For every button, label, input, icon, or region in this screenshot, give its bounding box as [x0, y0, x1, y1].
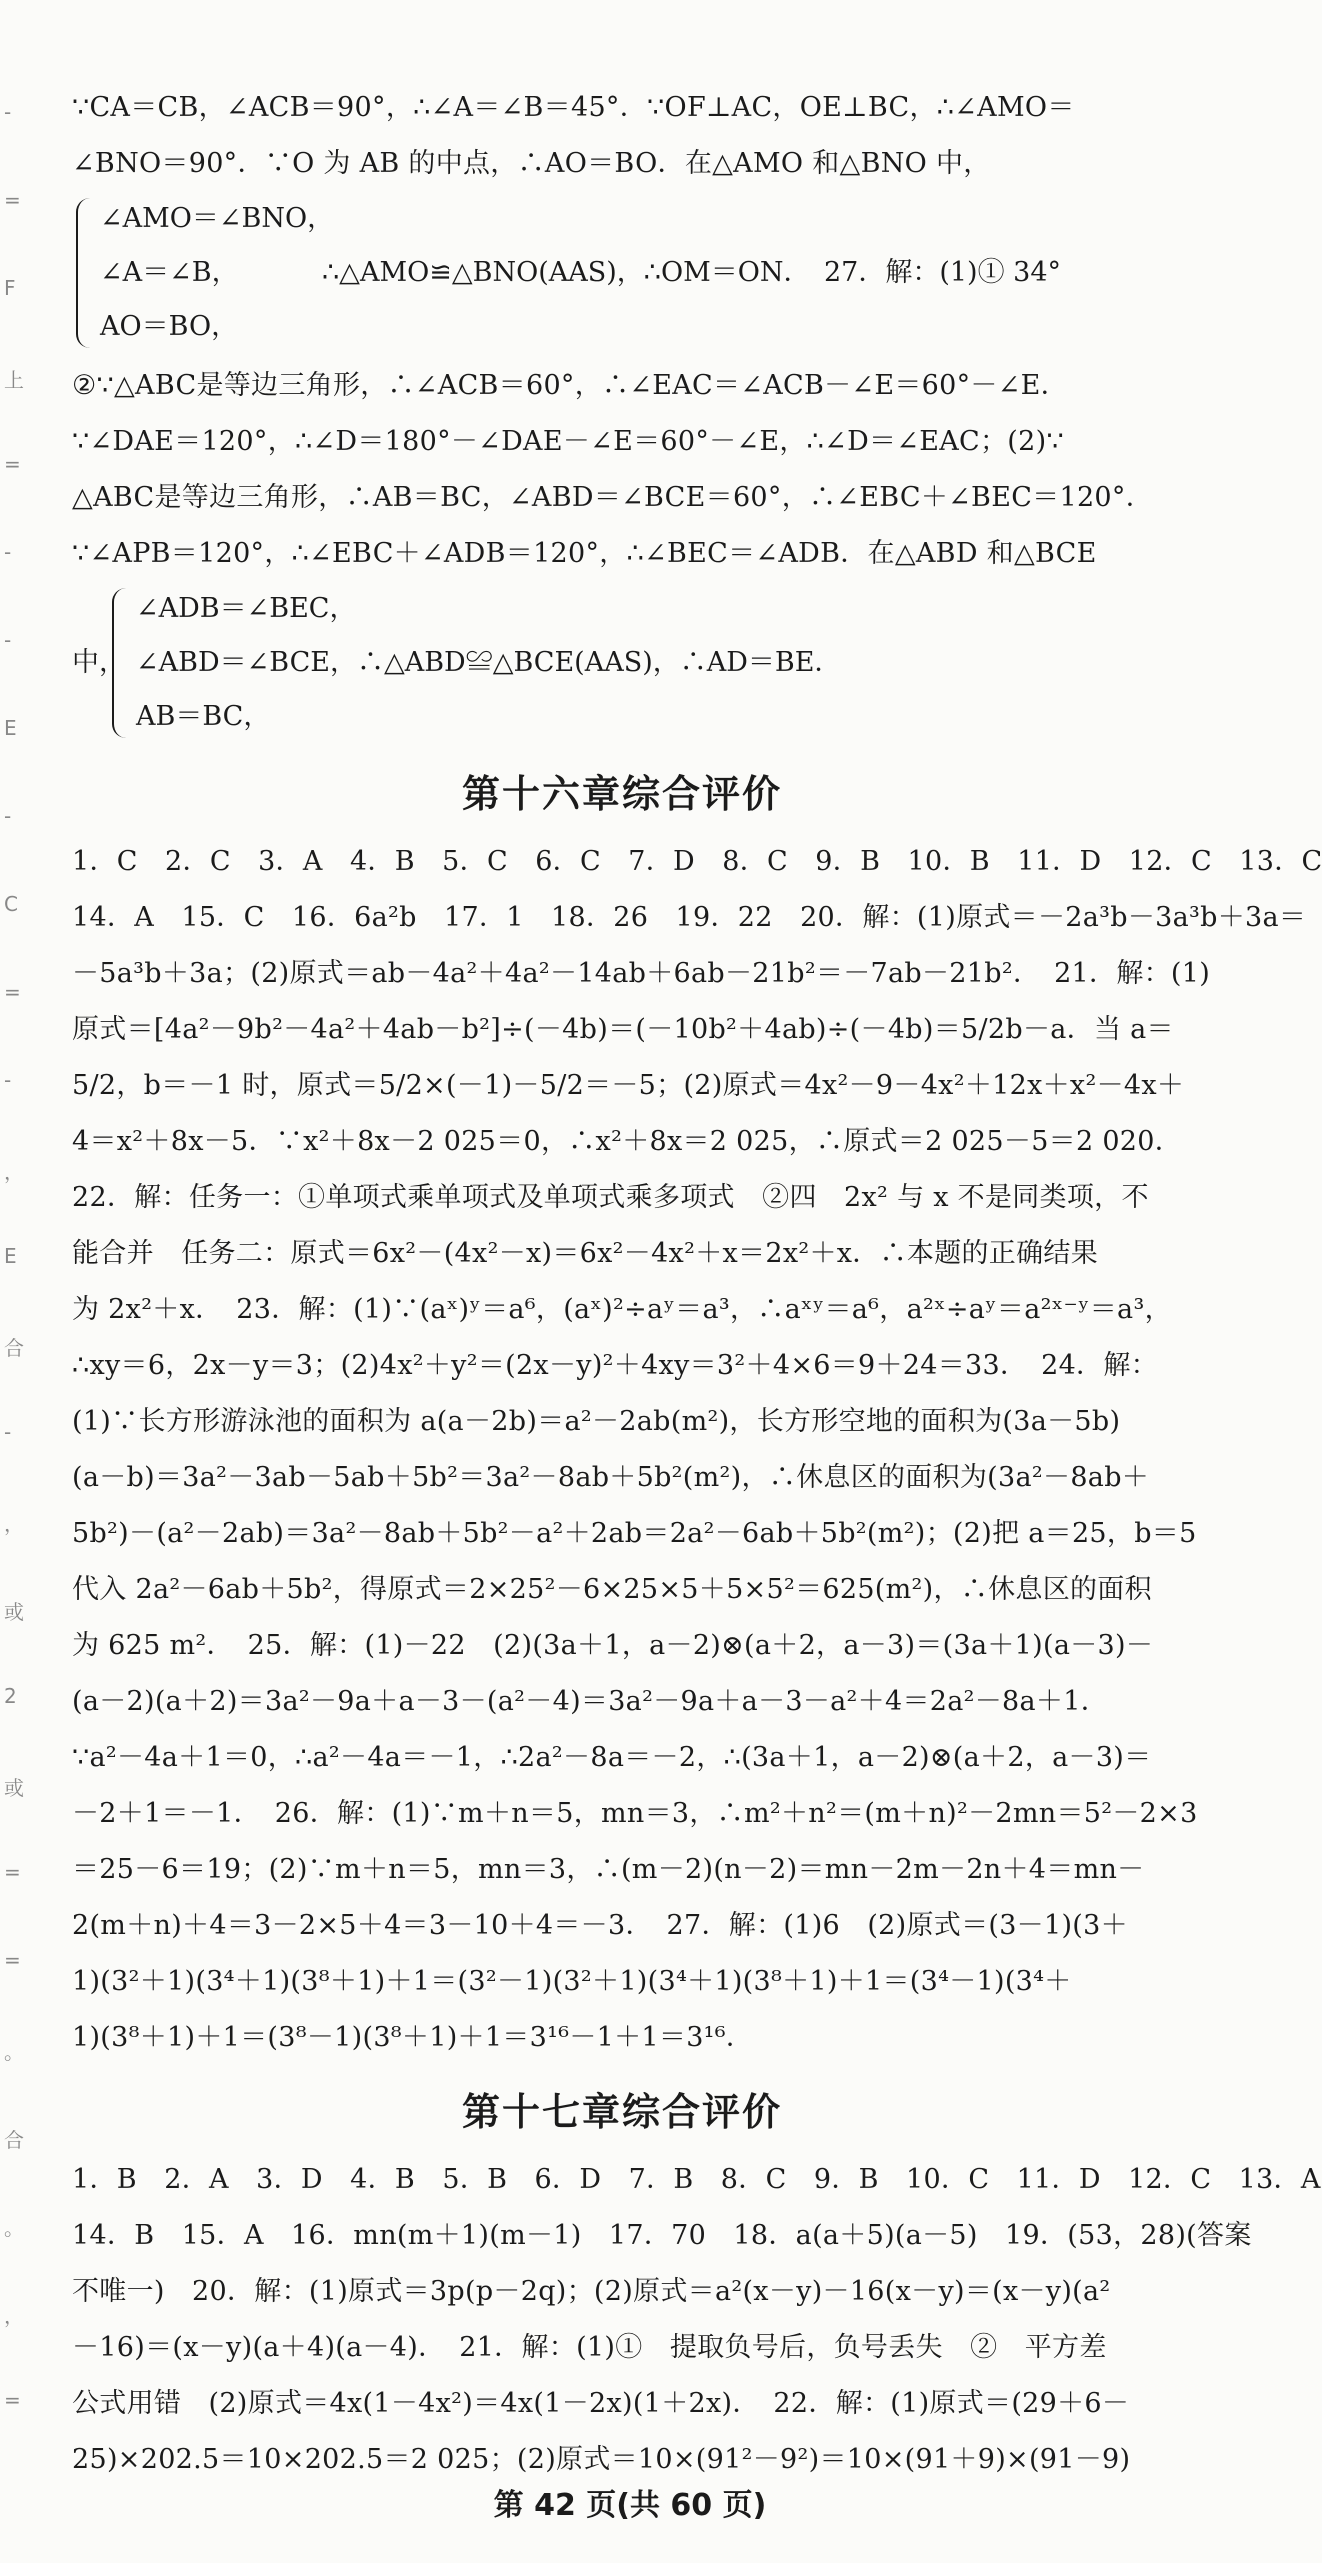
margin-glyph: 上: [4, 368, 24, 392]
text-line: 14．A 15．C 16．6a²b 17．1 18．26 19．22 20．解：(1)原式＝－2a³b－3a³b＋3a＝: [72, 902, 1307, 933]
text-line: (1)∵长方形游泳池的面积为 a(a－2b)＝a²－2ab(m²)，长方形空地的面积为(3a－5b): [72, 1406, 1121, 1437]
text-line: 5/2，b＝－1 时，原式＝5/2×(－1)－5/2＝－5；(2)原式＝4x²－9－4x²＋12x＋x²－4x＋: [72, 1070, 1185, 1101]
margin-glyph: -: [4, 1420, 12, 1444]
margin-glyph: 或: [4, 1776, 24, 1800]
text-line: 不唯一) 20．解：(1)原式＝3p(p－2q)；(2)原式＝a²(x－y)－16(x－y)＝(x－y)(a²: [72, 2276, 1111, 2307]
margin-glyph: -: [4, 628, 12, 652]
equation-system-2: [72, 582, 1172, 748]
text-line: 1)(3²＋1)(3⁴＋1)(3⁸＋1)＋1＝(3²－1)(3²＋1)(3⁴＋1)(3⁸＋1)＋1＝(3⁴－1)(3⁴＋: [72, 1966, 1072, 1997]
text-line: △ABC是等边三角形，∴AB＝BC，∠ABD＝∠BCE＝60°，∴∠EBC＋∠BEC＝120°．: [72, 482, 1154, 513]
page-number: 第 42 页(共 60 页): [493, 2488, 767, 2523]
margin-glyph: -: [4, 1068, 12, 1092]
answer-content: [72, 80, 1322, 2488]
margin-glyph: -: [4, 100, 12, 124]
margin-glyph: ，: [4, 2304, 24, 2328]
margin-glyph: ，: [4, 1160, 24, 1184]
system-item: ∠ABD＝∠BCE，∴△ABD≌△BCE(AAS)，∴AD＝BE．: [136, 647, 842, 678]
text-line: (a－2)(a＋2)＝3a²－9a＋a－3－(a²－4)＝3a²－9a＋a－3－a²＋4＝2a²－8a＋1．: [72, 1686, 1109, 1717]
margin-glyph: C: [4, 892, 18, 916]
text-line: ∵CA＝CB，∠ACB＝90°，∴∠A＝∠B＝45°．∵OF⊥AC，OE⊥BC，∴∠AMO＝: [72, 92, 1075, 123]
text-line: 为 2x²＋x． 23．解：(1)∵(aˣ)ʸ＝a⁶，(aˣ)²÷aʸ＝a³，∴aˣʸ＝a⁶，a²ˣ÷aʸ＝a²ˣ⁻ʸ＝a³，: [72, 1294, 1172, 1325]
system-conclusion: ∴△AMO≌△BNO(AAS)，∴OM＝ON． 27．解：(1)① 34°: [322, 257, 1062, 288]
system-item: ∠AMO＝∠BNO，: [100, 203, 335, 234]
chapter-17-answers: [72, 2152, 1321, 2488]
margin-glyph: 。: [4, 2216, 24, 2240]
text-line: ②∵△ABC是等边三角形，∴∠ACB＝60°，∴∠EAC＝∠ACB－∠E＝60°－∠E．: [72, 370, 1068, 401]
text-line: (a－b)＝3a²－3ab－5ab＋5b²＝3a²－8ab＋5b²(m²)，∴休息区的面积为(3a²－8ab＋: [72, 1462, 1150, 1493]
text-line: ＝25－6＝19；(2)∵m＋n＝5，mn＝3，∴(m－2)(n－2)＝mn－2m－2n＋4＝mn－: [72, 1854, 1145, 1885]
margin-glyph: 合: [4, 1336, 24, 1360]
system-prefix: 中，: [72, 647, 126, 678]
margin-glyph: 。: [4, 2040, 24, 2064]
text-line: －2＋1＝－1． 26．解：(1)∵m＋n＝5，mn＝3，∴m²＋n²＝(m＋n)²－2mn＝5²－2×3: [72, 1798, 1198, 1829]
margin-glyph: -: [4, 804, 12, 828]
text-line: ∵∠DAE＝120°，∴∠D＝180°－∠DAE－∠E＝60°－∠E，∴∠D＝∠EAC；(2)∵: [72, 426, 1064, 457]
text-line: 原式＝[4a²－9b²－4a²＋4ab－b²]÷(－4b)＝(－10b²＋4ab)÷(－4b)＝5/2b－a．当 a＝: [72, 1014, 1174, 1045]
text-line: ∵a²－4a＋1＝0，∴a²－4a＝－1，∴2a²－8a＝－2，∴(3a＋1，a－2)⊗(a＋2，a－3)＝: [72, 1742, 1152, 1773]
text-line: －16)＝(x－y)(a＋4)(a－4)． 21．解：(1)① 提取负号后，负号丢失 ② 平方差: [72, 2332, 1107, 2363]
chapter-16-title: 第十六章综合评价: [461, 772, 782, 816]
equation-system-1: [72, 192, 1172, 358]
system-body: [108, 582, 841, 748]
text-line: ∵∠APB＝120°，∴∠EBC＋∠ADB＝120°，∴∠BEC＝∠ADB．在△ABD 和△BCE: [72, 538, 1097, 569]
margin-glyph: E: [4, 1244, 17, 1268]
margin-glyph: 或: [4, 1600, 24, 1624]
margin-glyph: =: [4, 1860, 21, 1884]
margin-glyph: E: [4, 716, 17, 740]
text-line: 公式用错 (2)原式＝4x(1－4x²)＝4x(1－2x)(1＋2x)． 22．解：(1)原式＝(29＋6－: [72, 2388, 1130, 2419]
system-item: AB＝BC，: [136, 701, 271, 732]
system-item: AO＝BO，: [100, 311, 239, 342]
text-line: 能合并 任务二：原式＝6x²－(4x²－x)＝6x²－4x²＋x＝2x²＋x．∴本题的正确结果: [72, 1238, 1098, 1269]
left-brace-icon: [112, 588, 128, 738]
text-line: 2(m＋n)＋4＝3－2×5＋4＝3－10＋4＝－3． 27．解：(1)6 (2)原式＝(3－1)(3＋: [72, 1910, 1128, 1941]
text-line: 25)×202.5＝10×202.5＝2 025；(2)原式＝10×(91²－9²)＝10×(91＋9)×(91－9): [72, 2444, 1131, 2475]
margin-glyph: F: [4, 276, 16, 300]
margin-glyph: 2: [4, 1684, 17, 1708]
chapter-17-title: 第十七章综合评价: [461, 2090, 782, 2134]
margin-glyph: ，: [4, 1512, 24, 1536]
system-item: ∠A＝∠B，: [100, 257, 239, 288]
system-item: ∠ADB＝∠BEC，: [136, 593, 357, 624]
top-section: [72, 80, 1172, 748]
text-line: 5b²)－(a²－2ab)＝3a²－8ab＋5b²－a²＋2ab＝2a²－6ab＋5b²(m²)；(2)把 a＝25，b＝5: [72, 1518, 1197, 1549]
text-line: 22．解：任务一：①单项式乘单项式及单项式乘多项式 ②四 2x² 与 x 不是同类项，不: [72, 1182, 1149, 1213]
text-line: 代入 2a²－6ab＋5b²，得原式＝2×25²－6×25×5＋5×5²＝625(m²)，∴休息区的面积: [72, 1574, 1152, 1605]
text-line: 14．B 15．A 16．mn(m＋1)(m－1) 17．70 18．a(a＋5)(a－5) 19．(53，28)(答案: [72, 2220, 1252, 2251]
margin-glyph: =: [4, 2388, 21, 2412]
text-line: 1)(3⁸＋1)＋1＝(3⁸－1)(3⁸＋1)＋1＝3¹⁶－1＋1＝3¹⁶．: [72, 2022, 754, 2053]
text-line: ∠BNO＝90°．∵O 为 AB 的中点，∴AO＝BO．在△AMO 和△BNO 中，: [72, 148, 991, 179]
text-line: 1．B 2．A 3．D 4．B 5．B 6．D 7．B 8．C 9．B 10．C 11．D 12．C 13．A: [72, 2164, 1321, 2195]
left-margin-bleed: [0, 0, 30, 2563]
text-line: 为 625 m²． 25．解：(1)－22 (2)(3a＋1，a－2)⊗(a＋2，a－3)＝(3a＋1)(a－3)－: [72, 1630, 1154, 1661]
chapter-16-answers: [72, 834, 1322, 2066]
text-line: ∴xy＝6，2x－y＝3；(2)4x²＋y²＝(2x－y)²＋4xy＝3²＋4×6＝9＋24＝33． 24．解：: [72, 1350, 1158, 1381]
margin-glyph: =: [4, 188, 21, 212]
text-line: －5a³b＋3a；(2)原式＝ab－4a²＋4a²－14ab＋6ab－21b²＝－7ab－21b²． 21．解：(1): [72, 958, 1211, 989]
margin-glyph: =: [4, 452, 21, 476]
left-brace-icon: [76, 198, 92, 348]
margin-glyph: -: [4, 540, 12, 564]
margin-glyph: =: [4, 980, 21, 1004]
text-line: 1．C 2．C 3．A 4．B 5．C 6．C 7．D 8．C 9．B 10．B 11．D 12．C 13．C: [72, 846, 1322, 877]
margin-glyph: =: [4, 1948, 21, 1972]
margin-glyph: 合: [4, 2128, 24, 2152]
text-line: 4＝x²＋8x－5．∵x²＋8x－2 025＝0，∴x²＋8x＝2 025，∴原式＝2 025－5＝2 020．: [72, 1126, 1183, 1157]
